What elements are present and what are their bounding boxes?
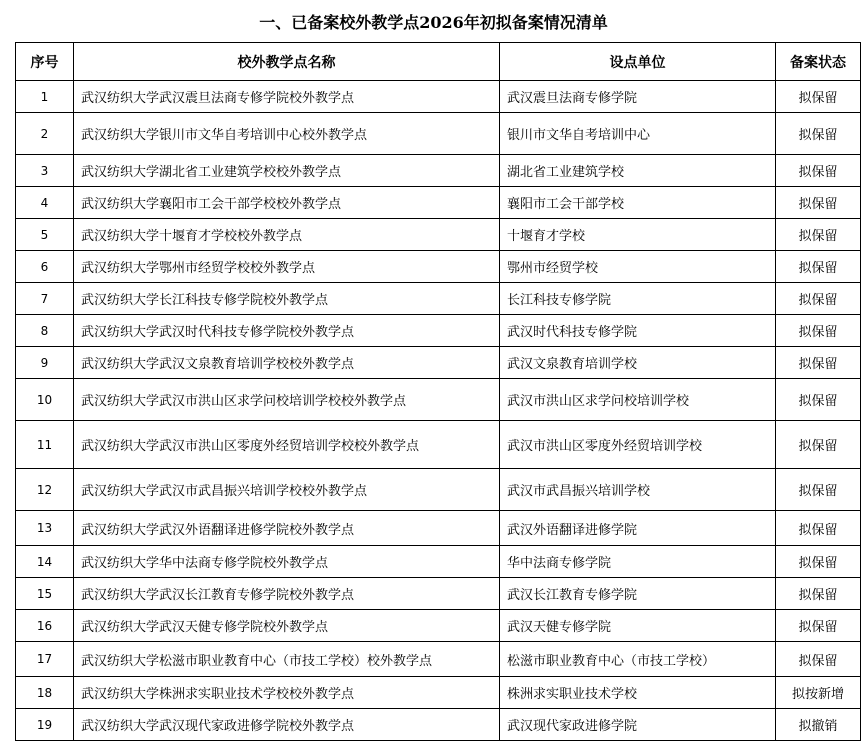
row-unit: 武汉文泉教育培训学校: [500, 347, 776, 379]
row-no: 1: [16, 81, 74, 113]
row-status: 拟按新增: [776, 677, 861, 709]
table-row: [16, 219, 861, 251]
table-row: [16, 421, 861, 469]
row-unit: 十堰育才学校: [500, 219, 776, 251]
table-row: [16, 642, 861, 677]
row-status: 拟保留: [776, 578, 861, 610]
table-header-row: [16, 43, 861, 81]
row-no: 19: [16, 709, 74, 741]
row-status: 拟保留: [776, 379, 861, 421]
table-row: [16, 379, 861, 421]
row-name: 武汉纺织大学武汉现代家政进修学院校外教学点: [74, 709, 500, 741]
teaching-points-table: [15, 42, 861, 741]
table-row: [16, 347, 861, 379]
row-unit: 武汉震旦法商专修学院: [500, 81, 776, 113]
row-name: 武汉纺织大学襄阳市工会干部学校校外教学点: [74, 187, 500, 219]
row-name: 武汉纺织大学长江科技专修学院校外教学点: [74, 283, 500, 315]
row-unit: 武汉天健专修学院: [500, 610, 776, 642]
row-name: 武汉纺织大学武汉市洪山区零度外经贸培训学校校外教学点: [74, 421, 500, 469]
row-unit: 武汉时代科技专修学院: [500, 315, 776, 347]
page-title: 一、已备案校外教学点2026年初拟备案情况清单: [259, 13, 608, 32]
table-row: [16, 187, 861, 219]
table-row: [16, 113, 861, 155]
row-status: 拟保留: [776, 155, 861, 187]
row-name: 武汉纺织大学武汉市洪山区求学问校培训学校校外教学点: [74, 379, 500, 421]
row-name: 武汉纺织大学武汉天健专修学院校外教学点: [74, 610, 500, 642]
row-no: 18: [16, 677, 74, 709]
row-status: 拟保留: [776, 546, 861, 578]
header-no: 序号: [16, 43, 74, 81]
row-name: 武汉纺织大学株洲求实职业技术学校校外教学点: [74, 677, 500, 709]
row-unit: 武汉外语翻译进修学院: [500, 511, 776, 546]
row-name: 武汉纺织大学武汉市武昌振兴培训学校校外教学点: [74, 469, 500, 511]
row-unit: 武汉市武昌振兴培训学校: [500, 469, 776, 511]
row-name: 武汉纺织大学武汉长江教育专修学院校外教学点: [74, 578, 500, 610]
table-row: [16, 469, 861, 511]
table-row: [16, 283, 861, 315]
row-no: 5: [16, 219, 74, 251]
row-status: 拟保留: [776, 251, 861, 283]
row-unit: 松滋市职业教育中心（市技工学校）: [500, 642, 776, 677]
row-status: 拟保留: [776, 283, 861, 315]
table-row: [16, 155, 861, 187]
row-status: 拟保留: [776, 315, 861, 347]
header-unit: 设点单位: [500, 43, 776, 81]
row-status: 拟保留: [776, 187, 861, 219]
table-row: [16, 610, 861, 642]
row-status: 拟保留: [776, 421, 861, 469]
row-unit: 华中法商专修学院: [500, 546, 776, 578]
row-no: 4: [16, 187, 74, 219]
row-unit: 株洲求实职业技术学校: [500, 677, 776, 709]
table-row: [16, 546, 861, 578]
row-no: 17: [16, 642, 74, 677]
header-status: 备案状态: [776, 43, 861, 81]
table-row: [16, 511, 861, 546]
row-unit: 武汉长江教育专修学院: [500, 578, 776, 610]
row-no: 12: [16, 469, 74, 511]
row-no: 16: [16, 610, 74, 642]
row-status: 拟保留: [776, 81, 861, 113]
row-unit: 银川市文华自考培训中心: [500, 113, 776, 155]
row-name: 武汉纺织大学武汉文泉教育培训学校校外教学点: [74, 347, 500, 379]
row-no: 15: [16, 578, 74, 610]
row-no: 14: [16, 546, 74, 578]
row-name: 武汉纺织大学鄂州市经贸学校校外教学点: [74, 251, 500, 283]
row-name: 武汉纺织大学湖北省工业建筑学校校外教学点: [74, 155, 500, 187]
row-status: 拟保留: [776, 347, 861, 379]
row-unit: 武汉现代家政进修学院: [500, 709, 776, 741]
row-no: 6: [16, 251, 74, 283]
row-unit: 长江科技专修学院: [500, 283, 776, 315]
row-no: 3: [16, 155, 74, 187]
row-status: 拟保留: [776, 642, 861, 677]
row-unit: 武汉市洪山区零度外经贸培训学校: [500, 421, 776, 469]
row-name: 武汉纺织大学松滋市职业教育中心（市技工学校）校外教学点: [74, 642, 500, 677]
row-name: 武汉纺织大学武汉震旦法商专修学院校外教学点: [74, 81, 500, 113]
table-row: [16, 709, 861, 741]
row-status: 拟保留: [776, 113, 861, 155]
row-name: 武汉纺织大学武汉时代科技专修学院校外教学点: [74, 315, 500, 347]
row-name: 武汉纺织大学银川市文华自考培训中心校外教学点: [74, 113, 500, 155]
table-row: [16, 315, 861, 347]
row-status: 拟保留: [776, 511, 861, 546]
table-row: [16, 251, 861, 283]
row-name: 武汉纺织大学华中法商专修学院校外教学点: [74, 546, 500, 578]
row-status: 拟保留: [776, 610, 861, 642]
row-no: 13: [16, 511, 74, 546]
row-name: 武汉纺织大学十堰育才学校校外教学点: [74, 219, 500, 251]
row-no: 7: [16, 283, 74, 315]
row-no: 9: [16, 347, 74, 379]
row-unit: 湖北省工业建筑学校: [500, 155, 776, 187]
table-row: [16, 677, 861, 709]
row-no: 10: [16, 379, 74, 421]
row-unit: 武汉市洪山区求学问校培训学校: [500, 379, 776, 421]
row-no: 8: [16, 315, 74, 347]
row-no: 11: [16, 421, 74, 469]
row-name: 武汉纺织大学武汉外语翻译进修学院校外教学点: [74, 511, 500, 546]
row-status: 拟撤销: [776, 709, 861, 741]
table-row: [16, 578, 861, 610]
row-status: 拟保留: [776, 469, 861, 511]
row-unit: 襄阳市工会干部学校: [500, 187, 776, 219]
row-status: 拟保留: [776, 219, 861, 251]
row-unit: 鄂州市经贸学校: [500, 251, 776, 283]
header-name: 校外教学点名称: [74, 43, 500, 81]
row-no: 2: [16, 113, 74, 155]
table-row: [16, 81, 861, 113]
